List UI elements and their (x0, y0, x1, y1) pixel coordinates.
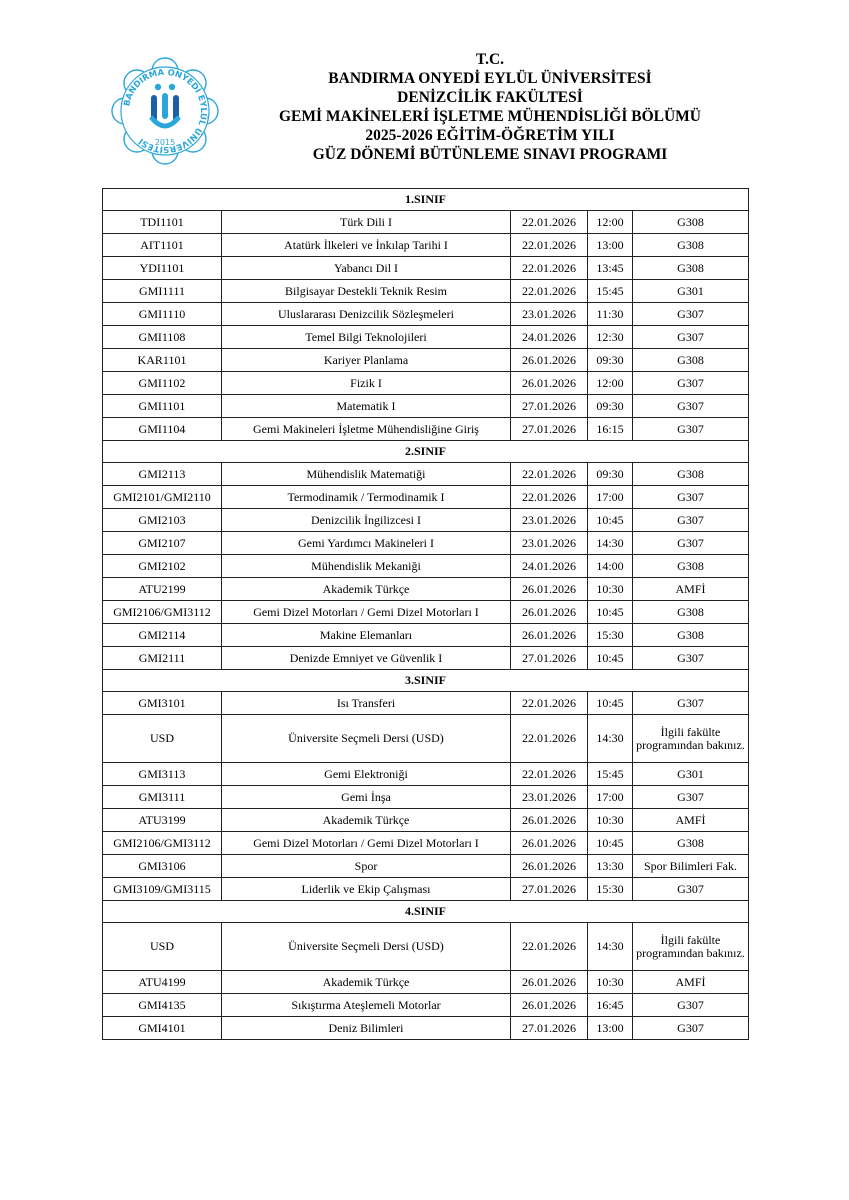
course-code: GMI2106/GMI3112 (103, 601, 222, 624)
exam-room: G308 (633, 624, 749, 647)
table-row (103, 624, 749, 647)
exam-time: 14:30 (588, 532, 633, 555)
exam-date: 22.01.2026 (511, 280, 588, 303)
table-row (103, 692, 749, 715)
exam-room: G307 (633, 532, 749, 555)
exam-date: 22.01.2026 (511, 463, 588, 486)
course-code: GMI2106/GMI3112 (103, 832, 222, 855)
class-section-header (103, 901, 749, 923)
exam-date: 24.01.2026 (511, 555, 588, 578)
course-name: Denizde Emniyet ve Güvenlik I (222, 647, 511, 670)
exam-date: 26.01.2026 (511, 372, 588, 395)
exam-schedule-body (103, 189, 749, 1040)
exam-date: 26.01.2026 (511, 971, 588, 994)
course-name: Mühendislik Mekaniği (222, 555, 511, 578)
table-row (103, 234, 749, 257)
exam-date: 22.01.2026 (511, 234, 588, 257)
exam-date: 22.01.2026 (511, 211, 588, 234)
exam-date: 26.01.2026 (511, 349, 588, 372)
header-line-state: T.C. (475, 51, 505, 68)
course-code: GMI1110 (103, 303, 222, 326)
course-name: Üniversite Seçmeli Dersi (USD) (222, 715, 511, 763)
exam-date: 22.01.2026 (511, 923, 588, 971)
table-row (103, 418, 749, 441)
exam-time: 10:45 (588, 832, 633, 855)
course-name: Mühendislik Matematiği (222, 463, 511, 486)
course-name: Temel Bilgi Teknolojileri (222, 326, 511, 349)
table-row (103, 486, 749, 509)
exam-room: G307 (633, 303, 749, 326)
exam-time: 15:30 (588, 624, 633, 647)
exam-room: G308 (633, 601, 749, 624)
exam-room: G307 (633, 372, 749, 395)
exam-time: 10:45 (588, 647, 633, 670)
exam-date: 22.01.2026 (511, 257, 588, 280)
exam-room: G301 (633, 280, 749, 303)
exam-room: G308 (633, 349, 749, 372)
course-code: TDI1101 (103, 211, 222, 234)
exam-date: 26.01.2026 (511, 601, 588, 624)
table-row (103, 832, 749, 855)
section-title: 2.SINIF (103, 441, 749, 463)
exam-room: G308 (633, 832, 749, 855)
exam-date: 23.01.2026 (511, 532, 588, 555)
course-name: Denizcilik İngilizcesi I (222, 509, 511, 532)
course-name: Akademik Türkçe (222, 809, 511, 832)
table-row (103, 280, 749, 303)
svg-text:2015: 2015 (154, 138, 176, 147)
exam-date: 23.01.2026 (511, 303, 588, 326)
table-row (103, 326, 749, 349)
svg-text:BANDIRMA ONYEDİ EYLÜL ÜNİVERSİ: BANDIRMA ONYEDİ EYLÜL ÜNİVERSİTESİ (121, 66, 210, 156)
table-row (103, 555, 749, 578)
exam-time: 11:30 (588, 303, 633, 326)
course-name: Gemi Yardımcı Makineleri I (222, 532, 511, 555)
course-name: Fizik I (222, 372, 511, 395)
exam-time: 10:30 (588, 971, 633, 994)
course-name: Gemi Dizel Motorları / Gemi Dizel Motorları I (222, 601, 511, 624)
exam-room: G307 (633, 647, 749, 670)
exam-room: G307 (633, 1017, 749, 1040)
course-name: Türk Dili I (222, 211, 511, 234)
exam-time: 15:45 (588, 280, 633, 303)
exam-room: G307 (633, 509, 749, 532)
university-logo-graphic (111, 57, 219, 165)
course-code: GMI1104 (103, 418, 222, 441)
header-line-university: BANDIRMA ONYEDİ EYLÜL ÜNİVERSİTESİ (328, 70, 652, 87)
course-code: GMI2113 (103, 463, 222, 486)
exam-room: G307 (633, 878, 749, 901)
course-name: Akademik Türkçe (222, 578, 511, 601)
exam-date: 26.01.2026 (511, 994, 588, 1017)
exam-room: AMFİ (633, 809, 749, 832)
course-name: Liderlik ve Ekip Çalışması (222, 878, 511, 901)
table-row (103, 509, 749, 532)
table-row (103, 994, 749, 1017)
exam-date: 22.01.2026 (511, 763, 588, 786)
exam-time: 13:00 (588, 1017, 633, 1040)
table-row (103, 763, 749, 786)
course-code: GMI2114 (103, 624, 222, 647)
section-title: 3.SINIF (103, 670, 749, 692)
course-code: ATU4199 (103, 971, 222, 994)
class-section-header (103, 670, 749, 692)
exam-date: 27.01.2026 (511, 395, 588, 418)
course-code: GMI2111 (103, 647, 222, 670)
section-title: 4.SINIF (103, 901, 749, 923)
exam-time: 14:30 (588, 923, 633, 971)
exam-time: 09:30 (588, 349, 633, 372)
exam-room: G308 (633, 234, 749, 257)
course-code: GMI1102 (103, 372, 222, 395)
course-code: GMI4101 (103, 1017, 222, 1040)
table-row (103, 971, 749, 994)
table-row (103, 878, 749, 901)
table-row (103, 211, 749, 234)
course-name: Kariyer Planlama (222, 349, 511, 372)
exam-time: 17:00 (588, 786, 633, 809)
exam-time: 12:00 (588, 372, 633, 395)
exam-room: G308 (633, 555, 749, 578)
table-row (103, 923, 749, 971)
exam-time: 10:45 (588, 509, 633, 532)
exam-time: 13:45 (588, 257, 633, 280)
course-code: GMI3111 (103, 786, 222, 809)
exam-date: 22.01.2026 (511, 486, 588, 509)
course-code: GMI3101 (103, 692, 222, 715)
course-name: Akademik Türkçe (222, 971, 511, 994)
exam-date: 27.01.2026 (511, 647, 588, 670)
course-code: GMI3109/GMI3115 (103, 878, 222, 901)
course-code: USD (103, 923, 222, 971)
course-code: GMI2103 (103, 509, 222, 532)
course-code: USD (103, 715, 222, 763)
section-title: 1.SINIF (103, 189, 749, 211)
exam-date: 23.01.2026 (511, 509, 588, 532)
exam-time: 12:30 (588, 326, 633, 349)
header-line-faculty: DENİZCİLİK FAKÜLTESİ (397, 89, 583, 106)
exam-time: 13:30 (588, 855, 633, 878)
course-code: GMI2102 (103, 555, 222, 578)
course-code: GMI3113 (103, 763, 222, 786)
course-name: Uluslararası Denizcilik Sözleşmeleri (222, 303, 511, 326)
exam-date: 26.01.2026 (511, 578, 588, 601)
table-row (103, 463, 749, 486)
exam-room: AMFİ (633, 971, 749, 994)
exam-date: 26.01.2026 (511, 809, 588, 832)
exam-room: G308 (633, 257, 749, 280)
course-name: Matematik I (222, 395, 511, 418)
exam-room: AMFİ (633, 578, 749, 601)
table-row (103, 809, 749, 832)
course-name: Spor (222, 855, 511, 878)
exam-time: 17:00 (588, 486, 633, 509)
course-code: GMI1111 (103, 280, 222, 303)
table-row (103, 786, 749, 809)
exam-time: 10:45 (588, 601, 633, 624)
exam-time: 12:00 (588, 211, 633, 234)
table-row (103, 1017, 749, 1040)
exam-time: 15:30 (588, 878, 633, 901)
course-name: Gemi Makineleri İşletme Mühendisliğine Giriş (222, 418, 511, 441)
exam-room: G307 (633, 486, 749, 509)
document-header (220, 50, 760, 164)
course-code: YDI1101 (103, 257, 222, 280)
exam-room: G301 (633, 763, 749, 786)
exam-time: 13:00 (588, 234, 633, 257)
header-line-department: GEMİ MAKİNELERİ İŞLETME MÜHENDİSLİĞİ BÖLÜMÜ (278, 108, 701, 125)
course-code: ATU2199 (103, 578, 222, 601)
course-code: GMI1108 (103, 326, 222, 349)
table-row (103, 372, 749, 395)
course-name: Üniversite Seçmeli Dersi (USD) (222, 923, 511, 971)
exam-date: 22.01.2026 (511, 692, 588, 715)
table-row (103, 601, 749, 624)
course-name: Gemi Elektroniği (222, 763, 511, 786)
exam-date: 27.01.2026 (511, 878, 588, 901)
table-row (103, 647, 749, 670)
exam-date: 27.01.2026 (511, 1017, 588, 1040)
exam-time: 10:30 (588, 578, 633, 601)
exam-date: 26.01.2026 (511, 624, 588, 647)
university-logo (111, 57, 219, 165)
table-row (103, 715, 749, 763)
course-name: Makine Elemanları (222, 624, 511, 647)
course-name: Isı Transferi (222, 692, 511, 715)
exam-date: 26.01.2026 (511, 832, 588, 855)
exam-room: G307 (633, 692, 749, 715)
table-row (103, 578, 749, 601)
table-row (103, 855, 749, 878)
exam-time: 14:30 (588, 715, 633, 763)
course-name: Deniz Bilimleri (222, 1017, 511, 1040)
course-name: Termodinamik / Termodinamik I (222, 486, 511, 509)
exam-room: G307 (633, 326, 749, 349)
course-code: KAR1101 (103, 349, 222, 372)
course-code: GMI4135 (103, 994, 222, 1017)
exam-room: İlgili fakülte programından bakınız. (633, 715, 749, 763)
exam-date: 24.01.2026 (511, 326, 588, 349)
exam-date: 23.01.2026 (511, 786, 588, 809)
exam-time: 16:15 (588, 418, 633, 441)
table-row (103, 395, 749, 418)
exam-date: 22.01.2026 (511, 715, 588, 763)
exam-room: G308 (633, 463, 749, 486)
exam-date: 27.01.2026 (511, 418, 588, 441)
exam-time: 10:30 (588, 809, 633, 832)
table-row (103, 257, 749, 280)
exam-time: 14:00 (588, 555, 633, 578)
exam-room: G307 (633, 994, 749, 1017)
header-line-exam-program: GÜZ DÖNEMİ BÜTÜNLEME SINAVI PROGRAMI (312, 146, 668, 163)
course-name: Bilgisayar Destekli Teknik Resim (222, 280, 511, 303)
course-name: Yabancı Dil I (222, 257, 511, 280)
course-name: Gemi Dizel Motorları / Gemi Dizel Motorları I (222, 832, 511, 855)
exam-room: Spor Bilimleri Fak. (633, 855, 749, 878)
course-name: Atatürk İlkeleri ve İnkılap Tarihi I (222, 234, 511, 257)
exam-room: G307 (633, 418, 749, 441)
course-code: GMI1101 (103, 395, 222, 418)
course-code: ATU3199 (103, 809, 222, 832)
exam-time: 10:45 (588, 692, 633, 715)
course-name: Gemi İnşa (222, 786, 511, 809)
exam-schedule-table (102, 188, 749, 1040)
class-section-header (103, 189, 749, 211)
course-code: AIT1101 (103, 234, 222, 257)
table-row (103, 349, 749, 372)
exam-room: G307 (633, 786, 749, 809)
exam-time: 09:30 (588, 463, 633, 486)
header-line-academic-year: 2025-2026 EĞİTİM-ÖĞRETİM YILI (365, 127, 615, 144)
table-row (103, 532, 749, 555)
table-row (103, 303, 749, 326)
exam-time: 16:45 (588, 994, 633, 1017)
course-code: GMI2107 (103, 532, 222, 555)
course-code: GMI2101/GMI2110 (103, 486, 222, 509)
class-section-header (103, 441, 749, 463)
exam-time: 09:30 (588, 395, 633, 418)
course-name: Sıkıştırma Ateşlemeli Motorlar (222, 994, 511, 1017)
course-code: GMI3106 (103, 855, 222, 878)
exam-date: 26.01.2026 (511, 855, 588, 878)
exam-room: G308 (633, 211, 749, 234)
exam-room: İlgili fakülte programından bakınız. (633, 923, 749, 971)
exam-time: 15:45 (588, 763, 633, 786)
exam-room: G307 (633, 395, 749, 418)
